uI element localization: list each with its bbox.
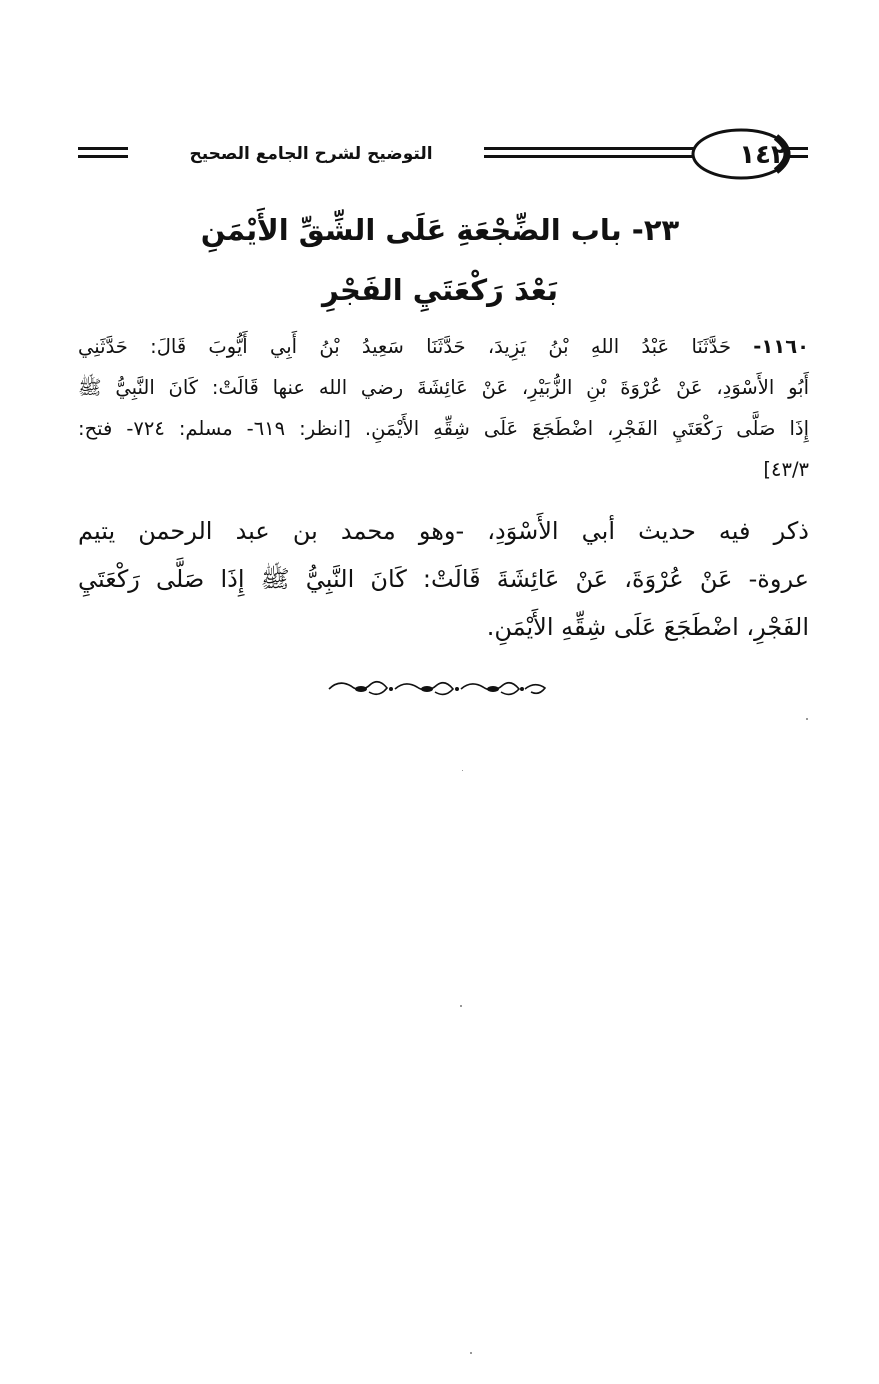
commentary-line-3: الفَجْرِ، اضْطَجَعَ عَلَى شِقِّهِ الأَيْمَنِ. (486, 613, 809, 641)
scan-speck (462, 770, 463, 771)
commentary-line-2: عروة- عَنْ عُرْوَةَ، عَنْ عَائِشَةَ قَالَتْ: كَانَ النَّبِيُّ ﷺ إِذَا صَلَّى رَكْعَتَيِ (78, 565, 809, 593)
commentary-line-1: ذكر فيه حديث أبي الأَسْوَدِ، -وهو محمد بن عبد الرحمن يتيم (78, 517, 809, 545)
page-number: ١٤٢ (739, 140, 787, 170)
hadith-line-2: أَبُو الأَسْوَدِ، عَنْ عُرْوَةَ بْنِ الزُّبَيْرِ، عَنْ عَائِشَةَ رضي الله عنها قَالَتْ: كَانَ النَّبِيُّ ﷺ (78, 376, 809, 399)
chapter-heading-line-1: ٢٣- باب الضِّجْعَةِ عَلَى الشِّقِّ الأَيْمَنِ (200, 213, 680, 247)
scan-speck (806, 718, 808, 720)
section-end-ornament-icon (325, 676, 555, 702)
chapter-heading (90, 200, 790, 320)
hadith-line-4: ٤٣/٣] (763, 458, 809, 481)
scan-speck (470, 1352, 472, 1354)
chapter-heading-line-2: بَعْدَ رَكْعَتَيِ الفَجْرِ (322, 273, 558, 307)
scan-speck (460, 1005, 462, 1007)
hadith-line-1-text: حَدَّثَنَا عَبْدُ اللهِ بْنُ يَزِيدَ، حَدَّثَنَا سَعِيدُ بْنُ أَبِي أَيُّوبَ قَالَ: حَدَّثَنِي (78, 335, 754, 358)
book-title: التوضيح لشرح الجامع الصحيح (138, 139, 484, 169)
hadith-line-1 (78, 326, 809, 367)
hadith-number: ١١٦٠- (753, 335, 809, 358)
running-header (78, 125, 808, 187)
hadith-line-3: إِذَا صَلَّى رَكْعَتَيِ الفَجْرِ، اضْطَجَعَ عَلَى شِقِّهِ الأَيْمَنِ. [انظر: ٦١٩- مسلم: ٧٢٤- فتح: (78, 417, 809, 440)
commentary-text (78, 507, 809, 651)
hadith-text (78, 326, 809, 490)
